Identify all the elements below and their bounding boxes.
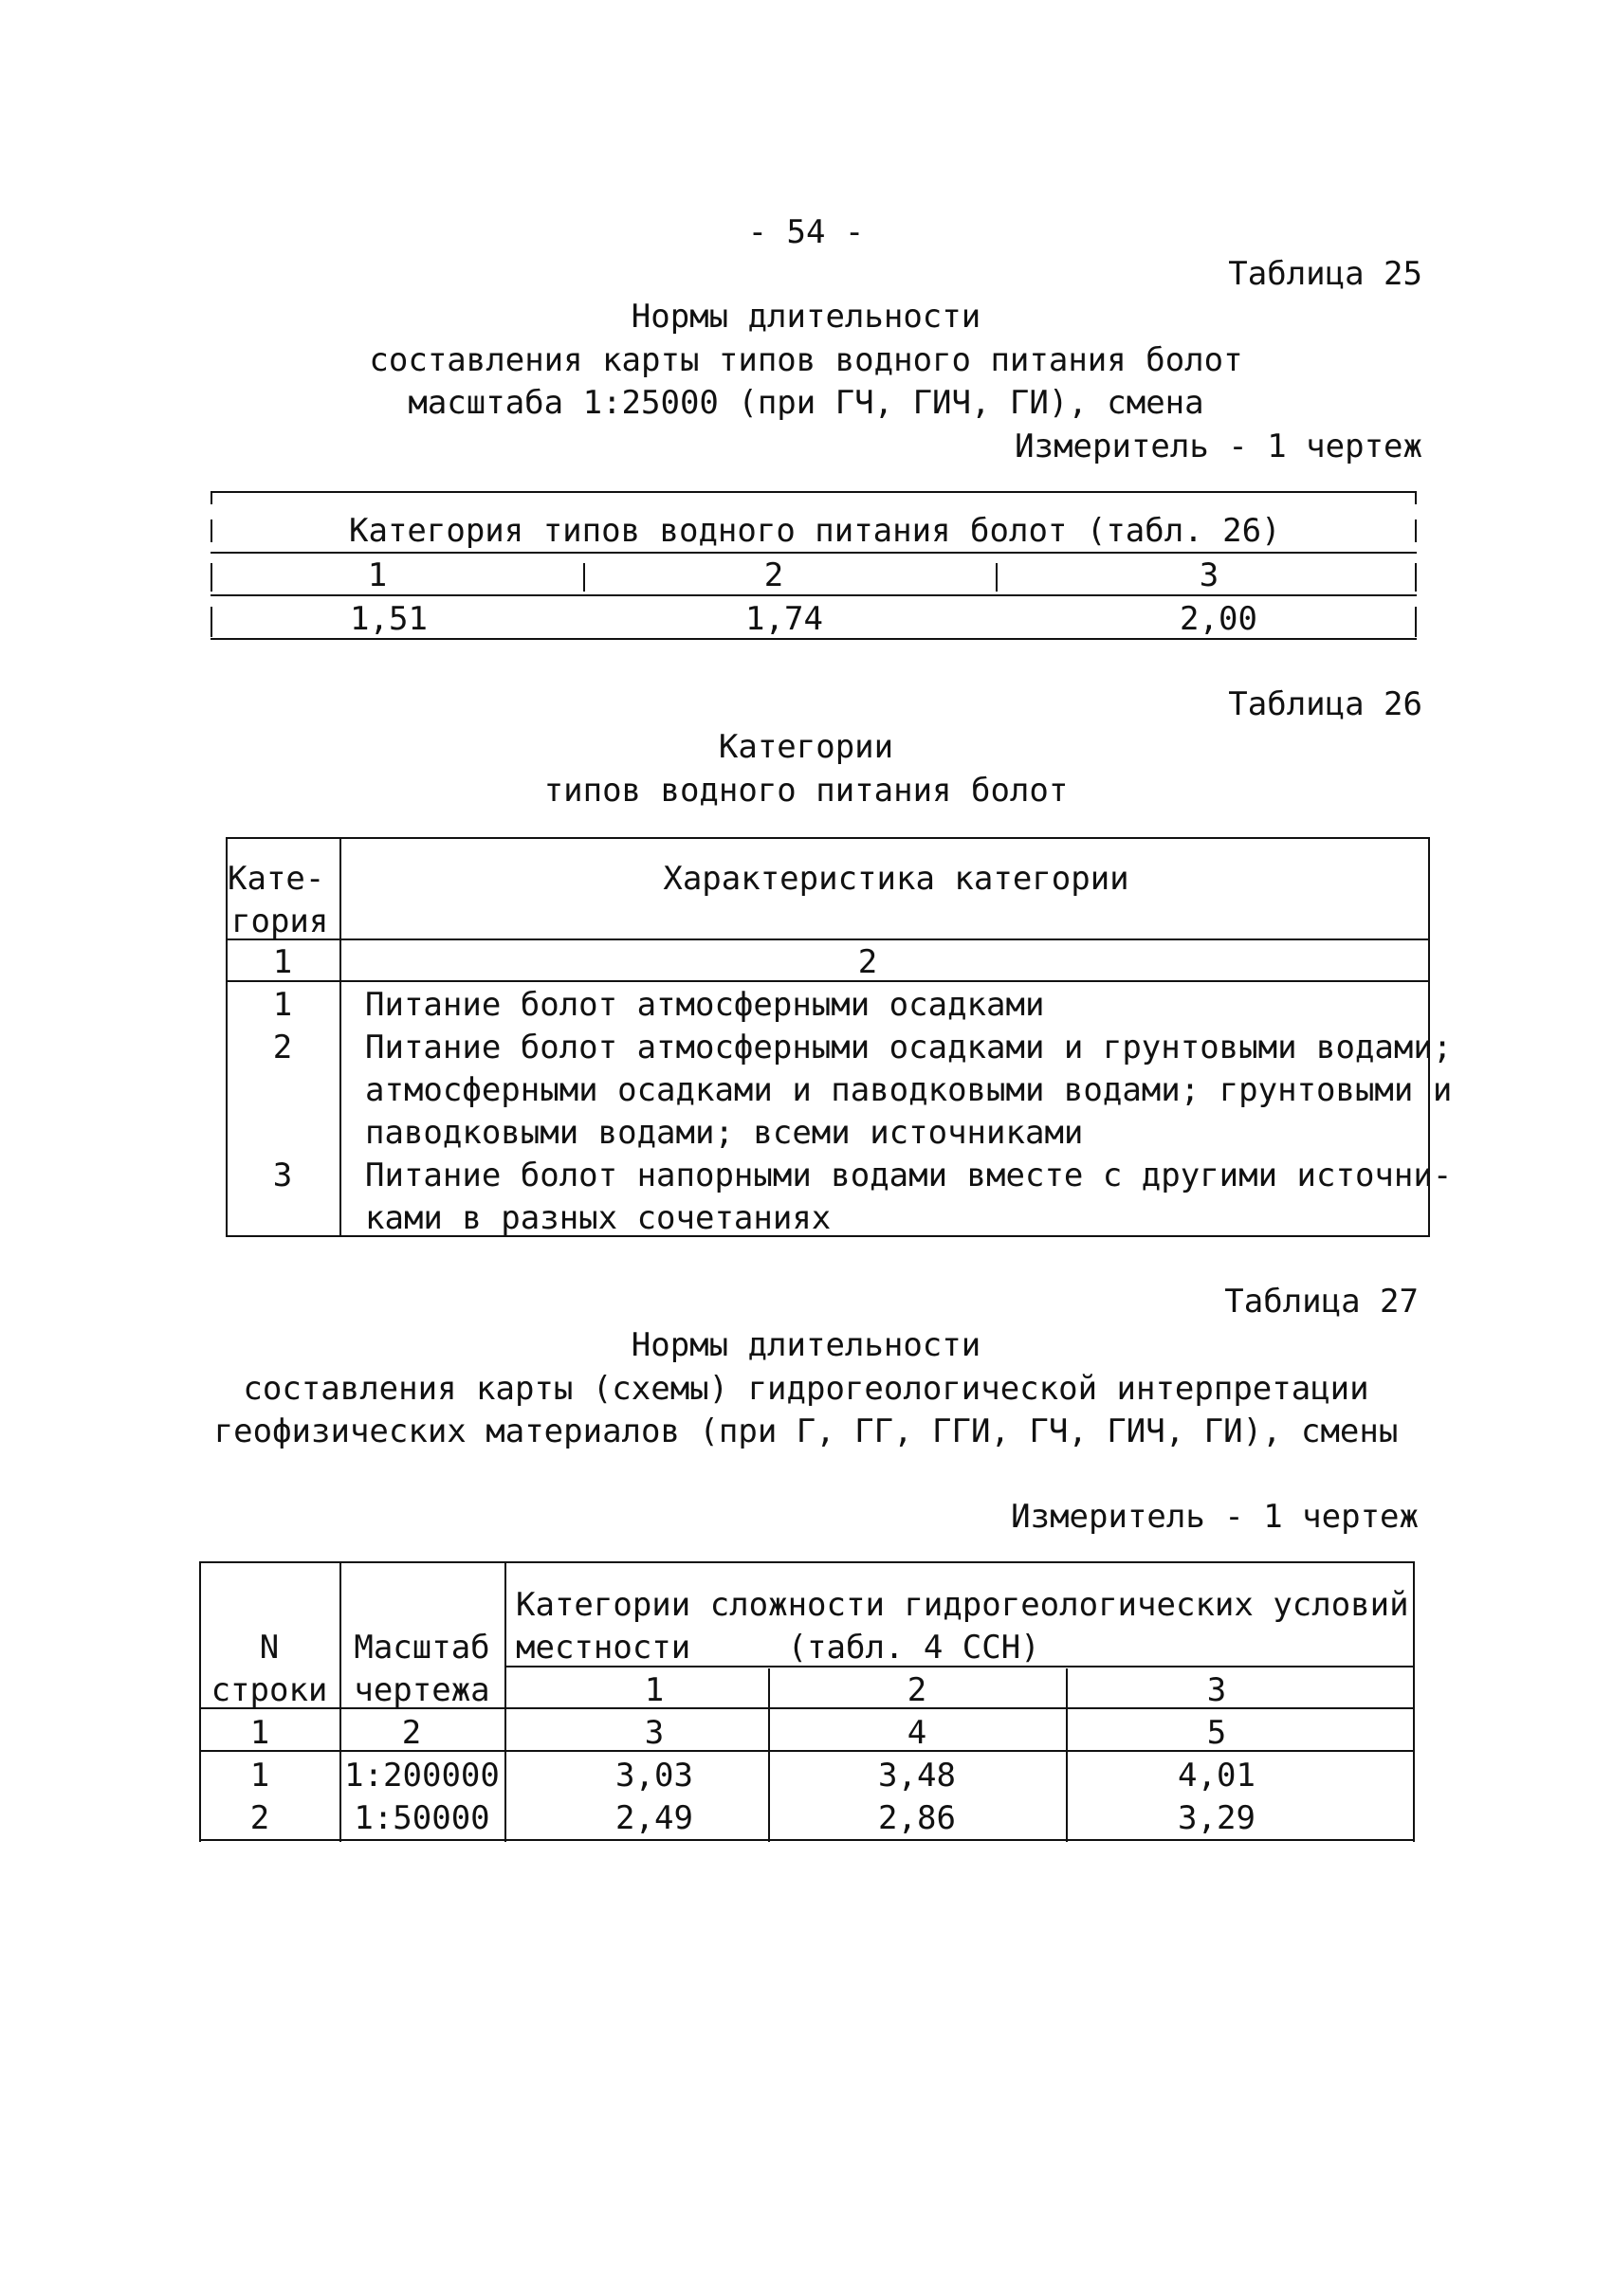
page-number: - 54 -	[747, 213, 865, 251]
table-25-title-line-1: Нормы длительности	[631, 298, 981, 336]
table-26-num-col-1: 1	[272, 943, 293, 981]
table-27-num-col-1: 1	[249, 1714, 270, 1752]
table-25-label: Таблица 25	[1228, 255, 1422, 293]
table-27-cat-col-1: 1	[644, 1671, 665, 1709]
table-27-cat-col-3: 3	[1206, 1671, 1227, 1709]
table-26-header-cat-line-2: гория	[231, 902, 329, 940]
table-26-row-2-category: 2	[272, 1029, 293, 1066]
table-26-row-3-line-2: ками в разных сочетаниях	[365, 1199, 832, 1237]
table-27-row-1-value-2: 3,48	[878, 1757, 956, 1795]
table-27-header-categories-line-2: местности (табл. 4 ССН)	[516, 1629, 1040, 1667]
table-26-label: Таблица 26	[1228, 685, 1422, 723]
table-25-unit: Измеритель - 1 чертеж	[1015, 428, 1422, 465]
table-25-col-2: 2	[763, 556, 784, 594]
table-26-row-1-line-1: Питание болот атмосферными осадками	[365, 986, 1045, 1024]
table-27-header-scale: Масштаб	[354, 1629, 490, 1667]
table-25-title-line-2: составления карты типов водного питания болот	[369, 341, 1243, 379]
table-27-row-2-value-1: 2,49	[615, 1799, 693, 1837]
table-27-header-categories: Категории сложности гидрогеологических условий	[516, 1586, 1409, 1624]
table-27-row-2-n: 2	[249, 1799, 270, 1837]
table-26-row-2-line-1: Питание болот атмосферными осадками и грунтовыми водами;	[365, 1029, 1453, 1066]
table-25-col-3: 3	[1199, 556, 1219, 594]
table-27-row-1-value-1: 3,03	[615, 1757, 693, 1795]
table-27-row-2-value-3: 3,29	[1178, 1799, 1256, 1837]
table-27-num-col-2: 2	[401, 1714, 422, 1752]
table-25-value-2: 1,74	[745, 600, 823, 638]
table-27-label: Таблица 27	[1224, 1283, 1419, 1321]
table-26-title-line-2: типов водного питания болот	[543, 772, 1069, 810]
table-27-row-2-scale: 1:50000	[354, 1799, 490, 1837]
table-25-value-3: 2,00	[1180, 600, 1257, 638]
table-26-header-cat-line-1: Кате-	[228, 860, 325, 898]
table-27-header-n: N	[259, 1629, 280, 1667]
table-26-row-3-line-1: Питание болот напорными водами вместе с другими источни-	[365, 1157, 1453, 1194]
table-27-num-col-3: 3	[644, 1714, 665, 1752]
table-26-row-2-line-3: паводковыми водами; всеми источниками	[365, 1114, 1084, 1152]
table-27-title-line-3: геофизических материалов (при Г, ГГ, ГГИ, ГЧ, ГИЧ, ГИ), смены	[213, 1412, 1399, 1450]
table-27-header-scale-line-2: чертежа	[354, 1671, 490, 1709]
table-26-header-characteristic: Характеристика категории	[663, 860, 1129, 898]
table-26-row-2-line-2: атмосферными осадками и паводковыми водами; грунтовыми и	[365, 1071, 1453, 1109]
table-27-header-n-line-2: строки	[211, 1671, 328, 1709]
table-25-value-1: 1,51	[350, 600, 428, 638]
table-27-num-col-4: 4	[907, 1714, 927, 1752]
table-25-col-1: 1	[367, 556, 388, 594]
table-27-num-col-5: 5	[1206, 1714, 1227, 1752]
table-26-row-1-category: 1	[272, 986, 293, 1024]
table-27-title-line-2: составления карты (схемы) гидрогеологической интерпретации	[243, 1370, 1369, 1408]
table-25-header: Категория типов водного питания болот (табл. 26)	[349, 512, 1281, 550]
table-27-row-1-value-3: 4,01	[1178, 1757, 1256, 1795]
table-27-row-1-n: 1	[249, 1757, 270, 1795]
table-26-num-col-2: 2	[857, 943, 878, 981]
table-26-row-3-category: 3	[272, 1157, 293, 1194]
table-27-row-2-value-2: 2,86	[878, 1799, 956, 1837]
table-26-title-line-1: Категории	[718, 728, 894, 766]
table-27-cat-col-2: 2	[907, 1671, 927, 1709]
table-27-row-1-scale: 1:200000	[344, 1757, 500, 1795]
table-27-title-line-1: Нормы длительности	[631, 1326, 981, 1364]
table-25-title-line-3: масштаба 1:25000 (при ГЧ, ГИЧ, ГИ), смена	[408, 384, 1204, 422]
table-27-unit: Измеритель - 1 чертеж	[1011, 1498, 1419, 1536]
